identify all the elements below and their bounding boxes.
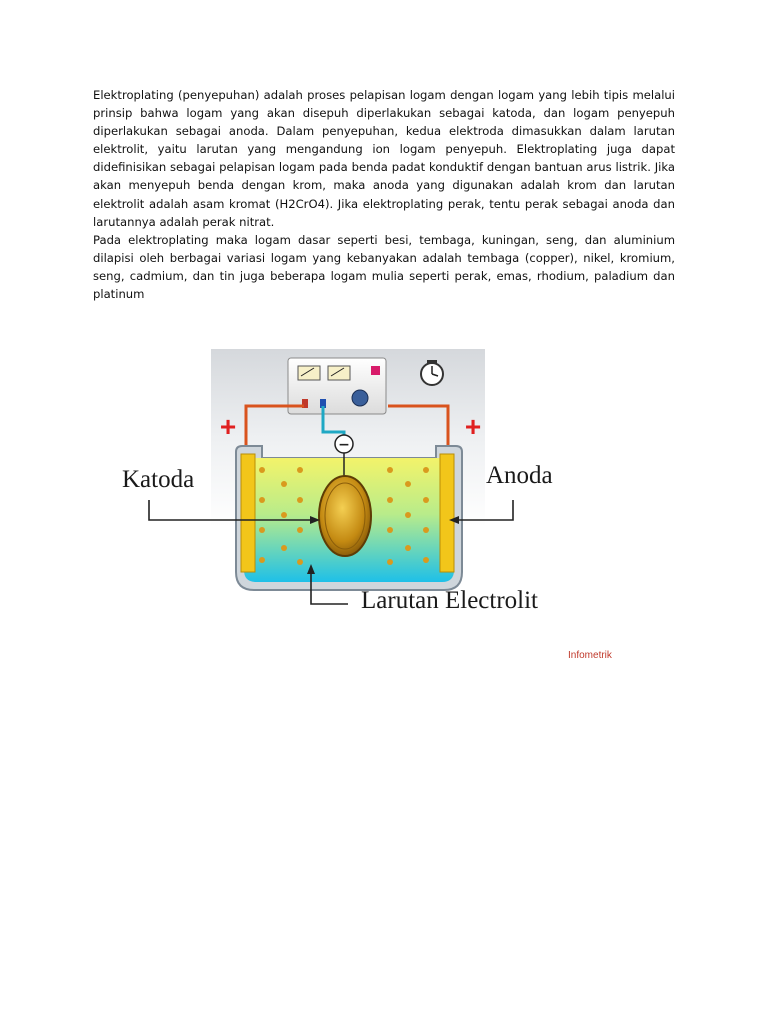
ion-particle [423,557,429,563]
paragraph-1: Elektroplating (penyepuhan) adalah proses pelapisan logam dengan logam yang lebih tipis melalui prinsip bahwa logam yang akan disepuh diperlakukan sebagai katoda, dan logam penyepuh diperlakukan sebagai anoda. Dalam penyepuhan, kedua elektroda dimasukkan dalam larutan elektrolit, yaitu larutan yang mengandung ion logam penyepuh. Elektroplating juga dapat didefinisikan sebagai pelapisan logam pada benda padat konduktif dengan bantuan arus listrik. Jika akan menyepuh benda dengan krom, maka anoda yang digunakan adalah krom dan larutan elektrolit adalah asam kromat (H2CrO4). Jika elektroplating perak, tentu perak sebagai anoda dan larutannya adalah perak nitrat. [93,88,675,229]
anode-electrode [440,454,454,572]
power-switch [371,366,380,375]
ion-particle [405,512,411,518]
paragraph-2: Pada elektroplating maka logam dasar seperti besi, tembaga, kuningan, seng, dan aluminium dilapisi oleh berbagai variasi logam yang kebanyakan adalah tembaga (copper), nikel, kromium, seng, cadmium, dan tin juga beberapa logam mulia seperti perak, emas, rhodium, paladium dan platinum [93,232,675,302]
ion-particle [297,467,303,473]
plus-sign-right: + [464,411,482,442]
ion-particle [297,497,303,503]
coin-object [319,476,371,556]
cathode-electrode [241,454,255,572]
ion-particle [387,527,393,533]
ion-particle [259,497,265,503]
ion-particle [259,557,265,563]
ion-particle [259,467,265,473]
plus-sign-left: + [219,411,237,442]
ion-particle [423,497,429,503]
label-katoda: Katoda [122,466,195,493]
ion-particle [405,481,411,487]
ion-particle [387,497,393,503]
ion-particle [423,527,429,533]
control-knob [352,390,368,406]
ion-particle [281,481,287,487]
ion-particle [387,467,393,473]
ion-particle [281,512,287,518]
ion-particle [297,527,303,533]
minus-sign: − [338,437,350,453]
ion-particle [405,545,411,551]
source-credit: Infometrik [568,650,612,661]
ion-particle [297,559,303,565]
label-electrolyte: Larutan Electrolit [361,587,539,614]
ion-particle [387,559,393,565]
ion-particle [281,545,287,551]
label-anoda: Anoda [486,462,553,489]
meter-right [328,366,350,380]
meter-left [298,366,320,380]
ion-particle [423,467,429,473]
ion-particle [259,527,265,533]
